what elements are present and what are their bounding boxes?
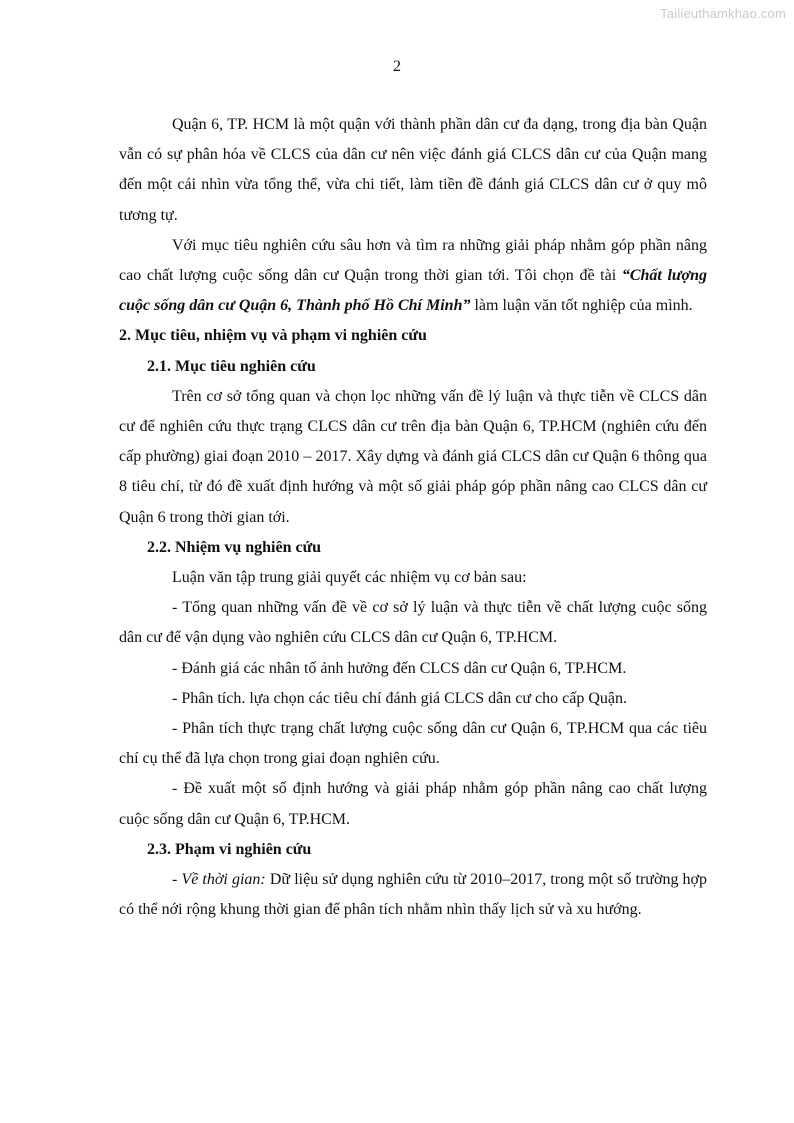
scope-time-text: Dữ liệu sử dụng nghiên cứu từ 2010–2017, trong một số trường hợp có thể nới rộng khung thời gian để phân tích nhằm nhìn thấy lịch sử và xu hướng. xyxy=(119,871,708,919)
paragraph-objective-statement xyxy=(119,231,707,322)
section-heading-2-3: 2.3. Phạm vi nghiên cứu xyxy=(147,840,312,858)
scope-time-label: - Về thời gian: xyxy=(172,871,266,889)
list-item: - Phân tích. lựa chọn các tiêu chí đánh giá CLCS dân cư cho cấp Quận. xyxy=(172,689,627,707)
list-item: - Phân tích thực trạng chất lượng cuộc sống dân cư Quận 6, TP.HCM qua các tiêu chí cụ thể đã lựa chọn trong giai đoạn nghiên cứu. xyxy=(119,720,707,768)
paragraph-tasks-intro: Luận văn tập trung giải quyết các nhiệm vụ cơ bản sau: xyxy=(172,569,527,587)
paragraph-objective-end: làm luận văn tốt nghiệp của mình. xyxy=(470,297,693,315)
list-item: - Đánh giá các nhân tố ảnh hưởng đến CLCS dân cư Quận 6, TP.HCM. xyxy=(172,659,627,677)
watermark: Tailieuthamkhao.com xyxy=(660,6,786,21)
section-heading-2-1: 2.1. Mục tiêu nghiên cứu xyxy=(147,357,316,375)
thesis-title: “Chất lượng cuộc sống dân cư Quận 6, Thành phố Hồ Chí Minh” xyxy=(119,267,708,315)
section-heading-2: 2. Mục tiêu, nhiệm vụ và phạm vi nghiên cứu xyxy=(119,327,427,345)
list-item: - Tổng quan những vấn đề về cơ sở lý luận và thực tiễn về chất lượng cuộc sống dân cư để vận dụng vào nghiên cứu CLCS dân cư Quận 6, TP.HCM. xyxy=(119,599,707,647)
paragraph-research-objective: Trên cơ sở tổng quan và chọn lọc những vấn đề lý luận và thực tiễn về CLCS dân cư để nghiên cứu thực trạng CLCS dân cư trên địa bàn Quận 6, TP.HCM (nghiên cứu đến cấp phường) giai đoạn 2010 – 2017. Xây dựng và đánh giá CLCS dân cư Quận 6 thông qua 8 tiêu chí, từ đó đề xuất định hướng và một số giải pháp góp phần nâng cao CLCS dân cư Quận 6 trong thời gian tới. xyxy=(119,387,707,526)
page-number: 2 xyxy=(393,58,401,75)
document-body xyxy=(119,110,707,925)
list-item: - Đề xuất một số định hướng và giải pháp nhằm góp phần nâng cao chất lượng cuộc sống dân cư Quận 6, TP.HCM. xyxy=(119,780,707,828)
paragraph-intro: Quận 6, TP. HCM là một quận với thành phần dân cư đa dạng, trong địa bàn Quận vẫn có sự phân hóa về CLCS của dân cư nên việc đánh giá CLCS dân cư của Quận mang đến một cái nhìn vừa tổng thể, vừa chi tiết, làm tiền đề đánh giá CLCS dân cư ở quy mô tương tự. xyxy=(119,116,707,224)
paragraph-scope-time xyxy=(119,865,707,925)
section-heading-2-2: 2.2. Nhiệm vụ nghiên cứu xyxy=(147,538,322,556)
paragraph-objective-start: Với mục tiêu nghiên cứu sâu hơn và tìm ra những giải pháp nhằm góp phần nâng cao chất lượng cuộc sống dân cư Quận trong thời gian tới. Tôi chọn đề tài xyxy=(119,236,707,285)
